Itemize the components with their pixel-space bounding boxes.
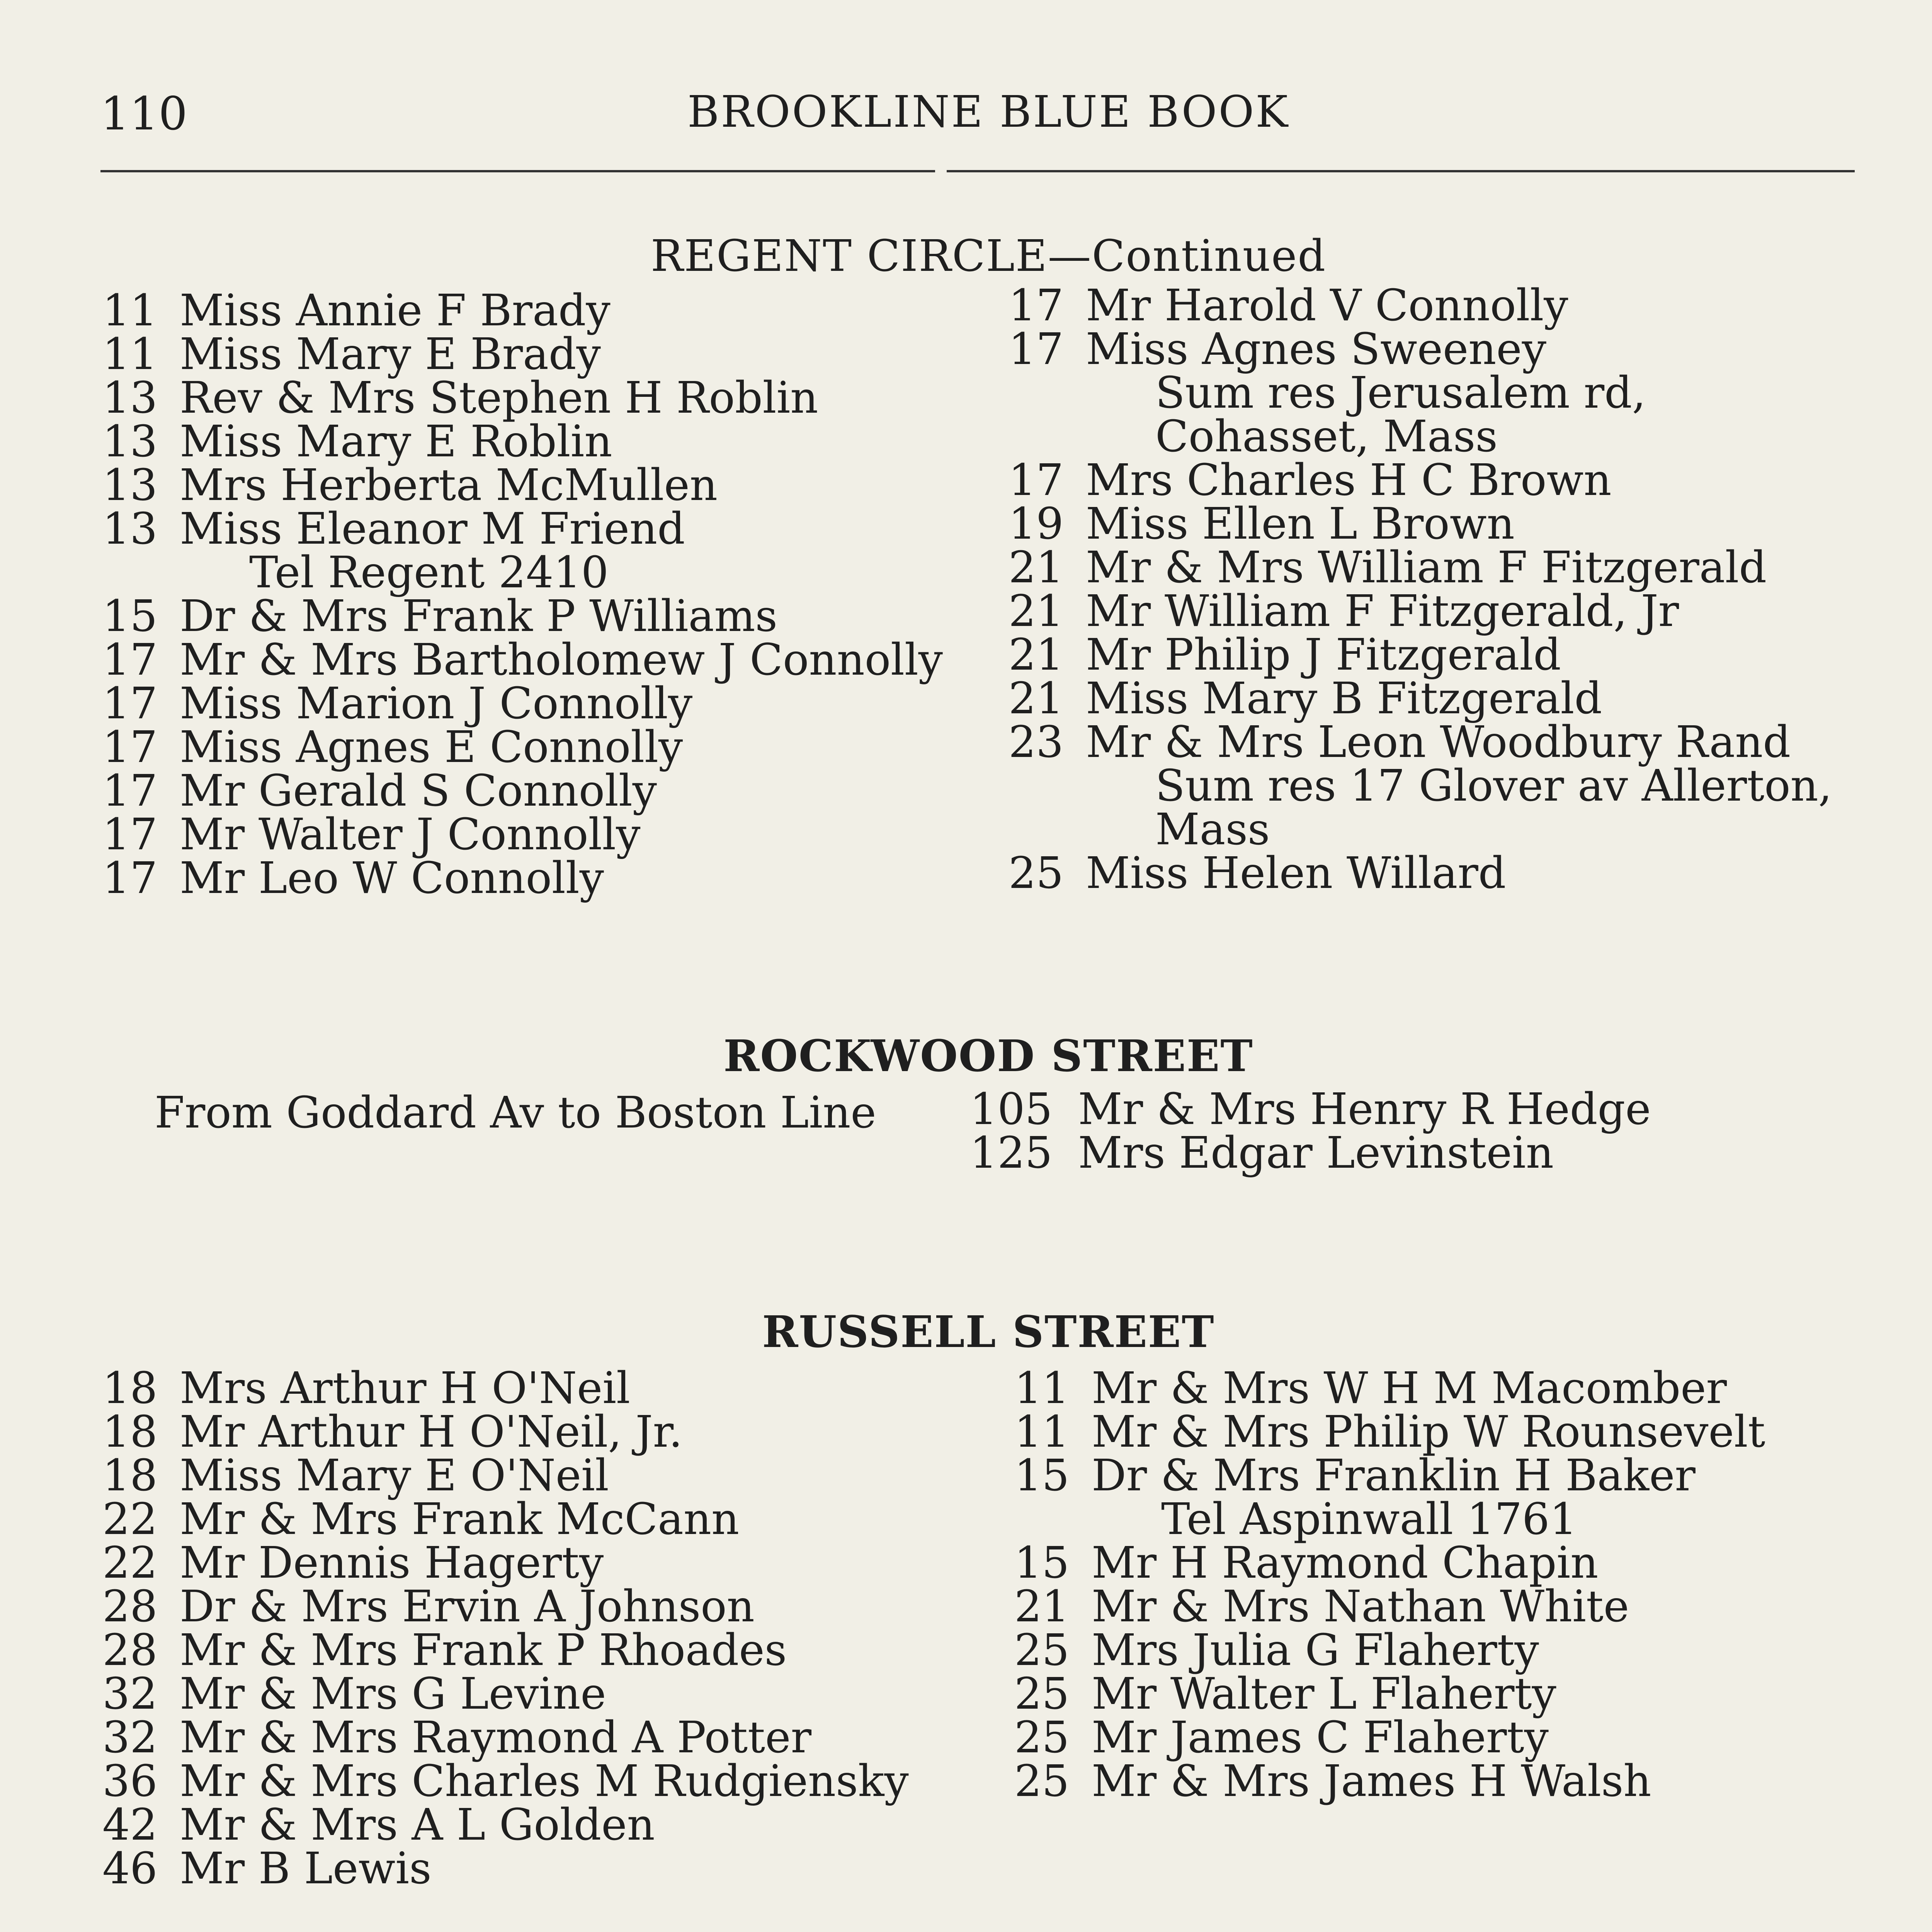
directory-entry	[1014, 1451, 1903, 1501]
resident-name: Mr H Raymond Chapin	[1092, 1538, 1599, 1588]
directory-entry	[1014, 1756, 1903, 1806]
directory-entry	[1014, 1538, 1903, 1588]
directory-entry	[1009, 586, 1897, 636]
house-number: 25	[1014, 1625, 1070, 1675]
directory-entry	[970, 1128, 1859, 1178]
house-number: 25	[1014, 1713, 1070, 1763]
house-number: 105	[970, 1084, 1053, 1134]
resident-name: Mr & Mrs Philip W Rounsevelt	[1092, 1407, 1765, 1457]
directory-entry	[102, 1844, 991, 1894]
resident-name: Mr & Mrs William F Fitzgerald	[1086, 543, 1767, 593]
house-number: 21	[1014, 1582, 1070, 1632]
resident-name: Mr & Mrs Nathan White	[1092, 1582, 1629, 1632]
house-number: 13	[102, 504, 158, 554]
entry-continuation: Sum res Jerusalem rd,	[1155, 368, 1646, 418]
house-number: 13	[102, 373, 158, 423]
house-number: 15	[1014, 1451, 1070, 1501]
directory-entry	[102, 1582, 991, 1632]
resident-name: Mr Walter J Connolly	[180, 810, 641, 860]
directory-entry	[102, 548, 991, 598]
directory-entry	[102, 286, 991, 336]
house-number: 11	[102, 329, 158, 379]
resident-name: Mrs Herberta McMullen	[180, 460, 718, 510]
house-number: 13	[102, 417, 158, 467]
directory-entry	[1009, 804, 1897, 855]
house-number: 17	[1009, 455, 1064, 505]
house-number: 11	[1014, 1407, 1070, 1457]
house-number: 32	[102, 1713, 158, 1763]
entry-continuation: Sum res 17 Glover av Allerton,	[1155, 761, 1832, 811]
house-number: 21	[1009, 586, 1064, 636]
directory-entry	[1014, 1669, 1903, 1719]
house-number: 25	[1014, 1756, 1070, 1806]
directory-entry	[1009, 543, 1897, 593]
resident-name: Mr Dennis Hagerty	[180, 1538, 604, 1588]
resident-name: Mr & Mrs Frank McCann	[180, 1494, 740, 1544]
running-title: BROOKLINE BLUE BOOK	[687, 87, 1289, 137]
house-number: 17	[102, 635, 158, 685]
directory-entry	[1009, 630, 1897, 680]
resident-name: Mr Philip J Fitzgerald	[1086, 630, 1561, 680]
house-number: 18	[102, 1407, 158, 1457]
resident-name: Miss Ellen L Brown	[1086, 499, 1515, 549]
resident-name: Mr Walter L Flaherty	[1092, 1669, 1556, 1719]
house-number: 36	[102, 1756, 158, 1806]
entry-continuation: Cohasset, Mass	[1155, 412, 1498, 462]
directory-entry	[1009, 455, 1897, 505]
directory-entry	[1014, 1582, 1903, 1632]
house-number: 17	[102, 679, 158, 729]
rockwood-street-note: From Goddard Av to Boston Line	[155, 1088, 876, 1138]
resident-name: Mr & Mrs A L Golden	[180, 1800, 655, 1850]
resident-name: Miss Agnes E Connolly	[180, 722, 683, 772]
entry-continuation: Tel Aspinwall 1761	[1161, 1494, 1577, 1544]
resident-name: Miss Marion J Connolly	[180, 679, 693, 729]
house-number: 22	[102, 1494, 158, 1544]
directory-entry	[102, 853, 991, 903]
resident-name: Miss Mary E O'Neil	[180, 1451, 609, 1501]
directory-entry	[1009, 324, 1897, 374]
directory-entry	[102, 1625, 991, 1675]
directory-entry	[1014, 1625, 1903, 1675]
resident-name: Mrs Julia G Flaherty	[1092, 1625, 1539, 1675]
directory-entry	[102, 722, 991, 772]
house-number: 17	[1009, 324, 1064, 374]
directory-entry	[102, 679, 991, 729]
house-number: 18	[102, 1363, 158, 1413]
running-header	[100, 87, 1876, 141]
resident-name: Mr & Mrs Leon Woodbury Rand	[1086, 717, 1791, 767]
house-number: 18	[102, 1451, 158, 1501]
house-number: 17	[1009, 281, 1064, 331]
resident-name: Mr Harold V Connolly	[1086, 281, 1568, 331]
resident-name: Dr & Mrs Ervin A Johnson	[180, 1582, 755, 1632]
directory-entry	[1014, 1713, 1903, 1763]
house-number: 46	[102, 1844, 158, 1894]
directory-entry	[1014, 1494, 1903, 1544]
resident-name: Miss Mary E Roblin	[180, 417, 612, 467]
russell-street-right-column	[1014, 1363, 1903, 1806]
directory-entry	[102, 635, 991, 685]
directory-entry	[1009, 717, 1897, 767]
resident-name: Mr B Lewis	[180, 1844, 432, 1894]
resident-name: Miss Annie F Brady	[180, 286, 611, 336]
directory-entry	[102, 810, 991, 860]
resident-name: Mrs Edgar Levinstein	[1078, 1128, 1554, 1178]
resident-name: Mr & Mrs Frank P Rhoades	[180, 1625, 787, 1675]
directory-entry	[102, 504, 991, 554]
resident-name: Miss Eleanor M Friend	[180, 504, 685, 554]
house-number: 17	[102, 853, 158, 903]
house-number: 15	[1014, 1538, 1070, 1588]
house-number: 28	[102, 1625, 158, 1675]
rockwood-street-right-column	[970, 1084, 1859, 1178]
directory-entry	[102, 373, 991, 423]
house-number: 25	[1009, 848, 1064, 898]
resident-name: Mrs Charles H C Brown	[1086, 455, 1612, 505]
directory-entry	[102, 591, 991, 641]
house-number: 17	[102, 810, 158, 860]
resident-name: Mr & Mrs G Levine	[180, 1669, 606, 1719]
resident-name: Rev & Mrs Stephen H Roblin	[180, 373, 818, 423]
directory-entry	[102, 1494, 991, 1544]
directory-entry	[102, 1451, 991, 1501]
house-number: 11	[1014, 1363, 1070, 1413]
section-heading-rockwood-street: ROCKWOOD STREET	[723, 1031, 1253, 1082]
house-number: 23	[1009, 717, 1064, 767]
entry-continuation: Mass	[1155, 804, 1270, 855]
directory-entry	[102, 1756, 991, 1806]
resident-name: Mr James C Flaherty	[1092, 1713, 1549, 1763]
house-number: 13	[102, 460, 158, 510]
directory-entry	[102, 1407, 991, 1457]
house-number: 17	[102, 722, 158, 772]
house-number: 11	[102, 286, 158, 336]
resident-name: Mr Leo W Connolly	[180, 853, 604, 903]
directory-entry	[102, 1669, 991, 1719]
directory-entry	[1009, 368, 1897, 418]
directory-entry	[1009, 281, 1897, 331]
header-rule-left	[100, 170, 935, 172]
directory-entry	[102, 417, 991, 467]
russell-street-left-column	[102, 1363, 991, 1894]
directory-entry	[1009, 848, 1897, 898]
header-rule-right	[947, 170, 1855, 172]
house-number: 15	[102, 591, 158, 641]
house-number: 28	[102, 1582, 158, 1632]
house-number: 17	[102, 766, 158, 816]
directory-entry	[102, 1713, 991, 1763]
resident-name: Miss Helen Willard	[1086, 848, 1506, 898]
resident-name: Mr & Mrs Bartholomew J Connolly	[180, 635, 943, 685]
resident-name: Mr & Mrs W H M Macomber	[1092, 1363, 1727, 1413]
directory-entry	[1009, 673, 1897, 724]
directory-entry	[102, 1538, 991, 1588]
resident-name: Mr William F Fitzgerald, Jr	[1086, 586, 1679, 636]
house-number: 19	[1009, 499, 1064, 549]
entry-continuation: Tel Regent 2410	[249, 548, 609, 598]
regent-circle-left-column	[102, 286, 991, 903]
section-heading-russell-street: RUSSELL STREET	[762, 1307, 1215, 1357]
resident-name: Mr & Mrs Charles M Rudgiensky	[180, 1756, 909, 1806]
section-heading-regent-circle: REGENT CIRCLE—Continued	[650, 231, 1327, 281]
house-number: 21	[1009, 630, 1064, 680]
resident-name: Mr & Mrs James H Walsh	[1092, 1756, 1651, 1806]
resident-name: Dr & Mrs Franklin H Baker	[1092, 1451, 1696, 1501]
directory-entry	[1009, 761, 1897, 811]
directory-entry	[102, 1363, 991, 1413]
resident-name: Mr Arthur H O'Neil, Jr.	[180, 1407, 683, 1457]
resident-name: Mr & Mrs Henry R Hedge	[1078, 1084, 1651, 1134]
directory-entry	[1009, 499, 1897, 549]
resident-name: Mr & Mrs Raymond A Potter	[180, 1713, 811, 1763]
house-number: 32	[102, 1669, 158, 1719]
directory-entry	[102, 329, 991, 379]
house-number: 21	[1009, 543, 1064, 593]
directory-entry	[102, 766, 991, 816]
house-number: 21	[1009, 673, 1064, 724]
house-number: 42	[102, 1800, 158, 1850]
resident-name: Mrs Arthur H O'Neil	[180, 1363, 630, 1413]
house-number: 25	[1014, 1669, 1070, 1719]
page-number: 110	[100, 87, 188, 140]
directory-entry	[1014, 1363, 1903, 1413]
directory-entry	[1014, 1407, 1903, 1457]
resident-name: Miss Mary B Fitzgerald	[1086, 673, 1602, 724]
directory-entry	[1009, 412, 1897, 462]
house-number: 22	[102, 1538, 158, 1588]
resident-name: Mr Gerald S Connolly	[180, 766, 657, 816]
resident-name: Miss Mary E Brady	[180, 329, 601, 379]
resident-name: Miss Agnes Sweeney	[1086, 324, 1546, 374]
resident-name: Dr & Mrs Frank P Williams	[180, 591, 777, 641]
directory-entry	[970, 1084, 1859, 1134]
regent-circle-right-column	[1009, 281, 1897, 898]
house-number: 125	[970, 1128, 1053, 1178]
directory-entry	[102, 1800, 991, 1850]
directory-entry	[102, 460, 991, 510]
